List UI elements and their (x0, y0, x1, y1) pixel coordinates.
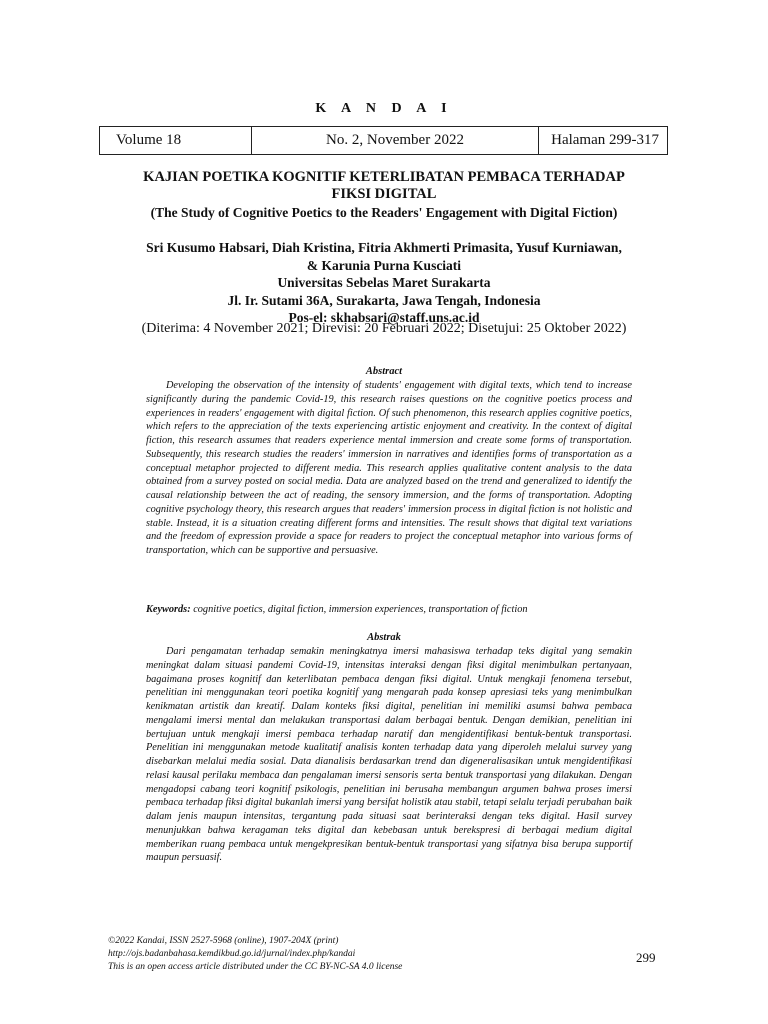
page-number: 299 (636, 950, 656, 965)
volume-label: Volume 18 (100, 127, 252, 154)
journal-url: http://ojs.badanbahasa.kemdikbud.go.id/jurnal/index.php/kandai (108, 949, 356, 959)
keywords-list: cognitive poetics, digital fiction, immersion experiences, transportation of fiction (190, 604, 528, 615)
submission-dates: (Diterima: 4 November 2021; Direvisi: 20 Februari 2022; Disetujui: 25 Oktober 2022) (141, 321, 627, 336)
english-title: (The Study of Cognitive Poetics to the Readers' Engagement with Digital Fiction) (150, 205, 618, 220)
authors-line-2: & Karunia Purna Kusciati (306, 257, 462, 273)
license-line: This is an open access article distributed under the CC BY-NC-SA 4.0 license (108, 962, 403, 972)
abstract-body: Developing the observation of the intensity of students' engagement with digital texts, which tend to increase significantly during the pandemic Covid-19, this research raises questions on the cognitive poetics process and experiences in readers' engagement with digital fiction. Of such phenomenon, this research applies cognitive poetics, which refers to the appreciation of the texts experiencing artistic enjoyment and creativity. In the context of digital fiction, this research assumes that readers experience mental immersion and create some forms of transportation. Subsequently, this research studies the readers' immersion in narratives and identifies forms of transportation as a conceptual metaphor projected to different media. This research applies qualitative content analysis to the data obtained from a survey posted on social media. Data are analyzed based on the trend and generalized to identify the causal relationship between the act of reading, the sensory immersion, and the forms of transportation. Adopting cognitive psychology theory, this research argues that readers' immersion process in digital fiction is not holistic and stable. Instead, it is a situation creating different forms and intensities. The result shows that digital text variations and the freedom of expression provide a space for readers to project the conceptual metaphor into various forms of transportation, which can be supportive and persuasive. (146, 380, 632, 556)
keywords (146, 604, 632, 615)
title-line-2: FIKSI DIGITAL (331, 186, 437, 202)
title-line-1: KAJIAN POETIKA KOGNITIF KETERLIBATAN PEMBACA TERHADAP (143, 169, 625, 185)
abstract-heading: Abstract (365, 366, 403, 377)
issue-label: No. 2, November 2022 (252, 127, 539, 154)
copyright-line: ©2022 Kandai, ISSN 2527-5968 (online), 1907-204X (print) (108, 936, 339, 946)
journal-name: K A N D A I (315, 101, 453, 116)
issue-info-box (99, 126, 668, 155)
abstrak-heading: Abstrak (367, 632, 401, 643)
pages-label: Halaman 299-317 (551, 132, 659, 148)
author-block (0, 239, 768, 327)
affiliation: Universitas Sebelas Maret Surakarta (277, 275, 491, 290)
footer (108, 935, 402, 974)
article-title (0, 169, 768, 203)
abstrak-body: Dari pengamatan terhadap semakin meningkatnya imersi mahasiswa terhadap teks digital yang semakin meningkat dalam situasi pandemi Covid-19, intensitas interaksi dengan fiksi digital menimbulkan pertanyaan, bagaimana proses kognitif dan keterlibatan pembaca dengan fiksi digital. Untuk mengkaji fenomena tersebut, penelitian ini menggunakan teori poetika kognitif yang mengarah pada konsep apresiasi teks yang menimbulkan kenikmatan artistik dan kreatif. Dalam konteks fiksi digital, penelitian ini memiliki asumsi bahwa pembaca mengalami imersi mental dan melakukan transportasi dalam berbagai bentuk. Dengan demikian, penelitian ini bertujuan untuk mengkaji imersi pembaca terhadap naratif dan mengidentifikasi bentuk-bentuk transportasi. Penelitian ini menggunakan metode kualitatif analisis konten terhadap data yang diperoleh melalui survey yang disebarkan melalui media sosial. Data dianalisis berdasarkan trend dan digeneralisasikan untuk mengidentifikasi relasi kausal perilaku membaca dan pengalaman imersi sensoris serta bentuk transportasi yang dilakukan. Dengan mengadopsi cabang teori kognitif psikologis, penelitian ini berusaha membangun argumen bahwa proses imersi pembaca terhadap fiksi digital bukanlah imersi yang bersifat holistik atau stabil, tetapi selalu terjadi perubahan baik dalam jenis maupun intensitas, tergantung pada situasi saat berinteraksi dengan teks digital. Hasil survey menunjukkan bahwa keragaman teks digital dan kebebasan untuk berekspresi di berbagai medium digital memberikan ruang pembaca untuk mengekpresikan bentuk-bentuk transportasi yang sifatnya bisa berupa supportif maupun persuasif. (146, 646, 632, 864)
keywords-label: Keywords: (146, 604, 191, 615)
authors-line-1: Sri Kusumo Habsari, Diah Kristina, Fitria Akhmerti Primasita, Yusuf Kurniawan, (146, 240, 622, 255)
email: Pos-el: skhabsari@staff.uns.ac.id (288, 310, 480, 325)
address: Jl. Ir. Sutami 36A, Surakarta, Jawa Tengah, Indonesia (227, 292, 541, 308)
